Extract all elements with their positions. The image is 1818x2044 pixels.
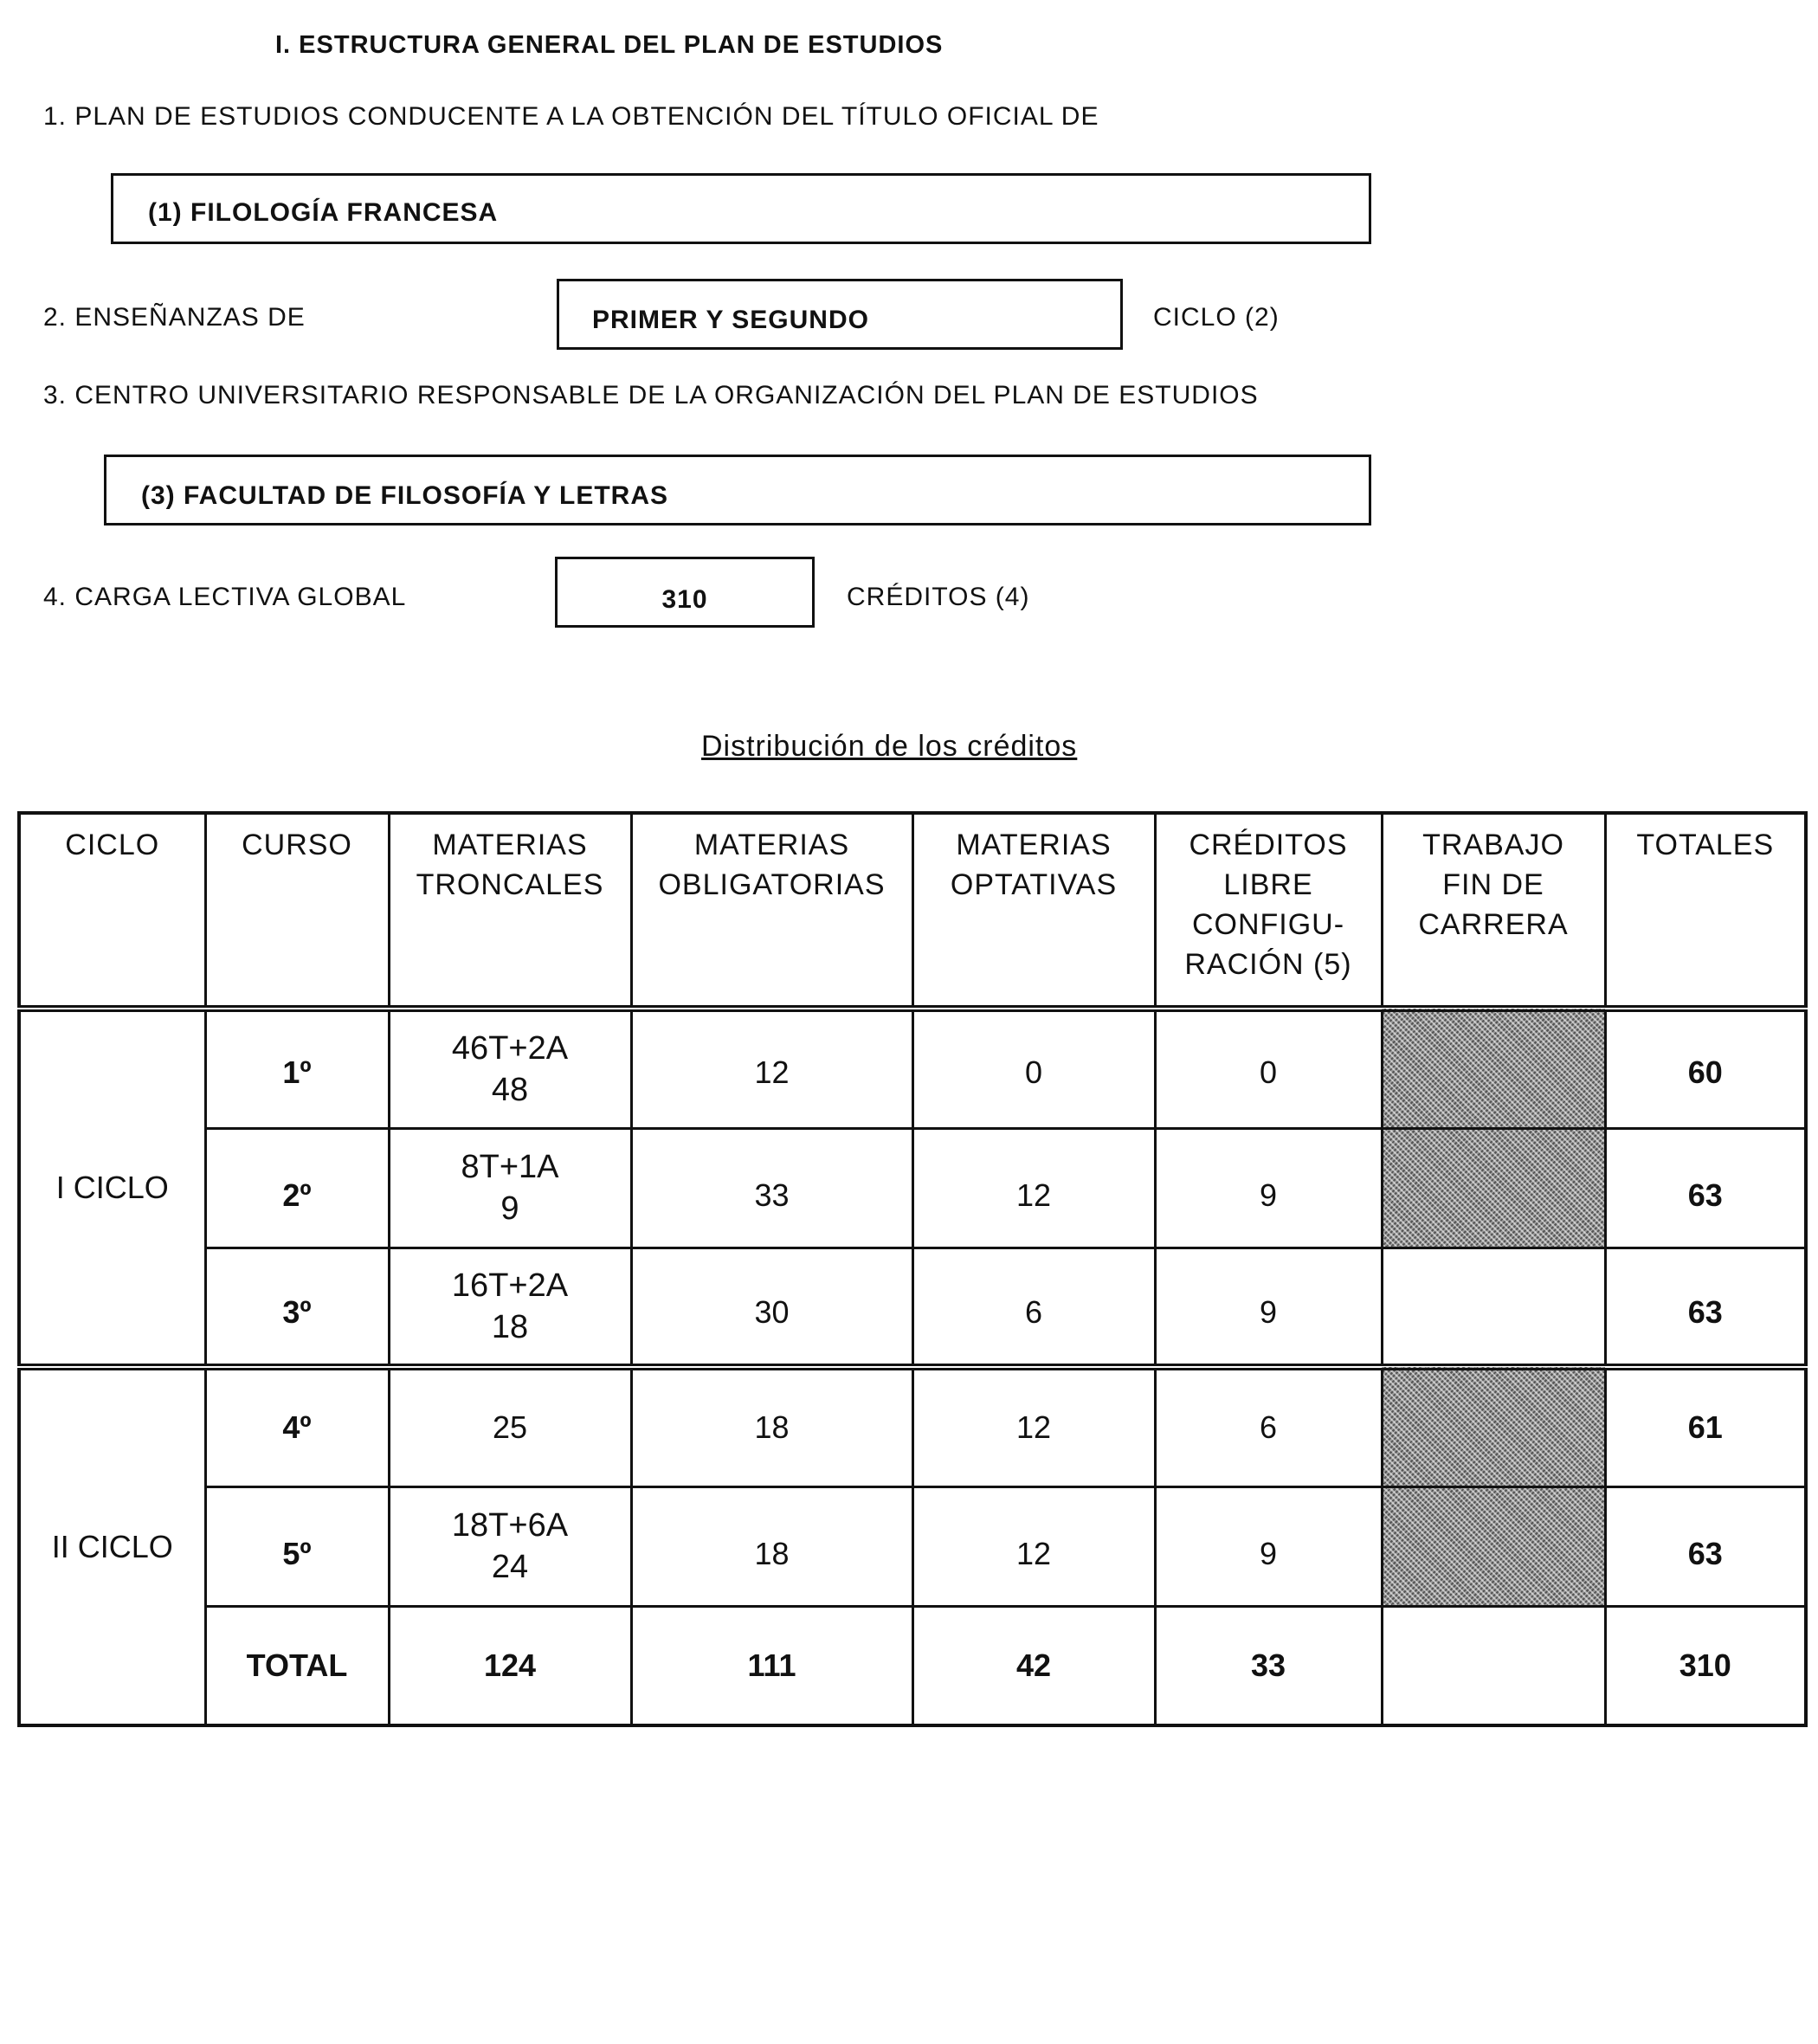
troncales-breakdown: 16T+2A [451, 1267, 569, 1304]
troncales-value: 9 [500, 1190, 519, 1227]
header-ciclo: CICLO [19, 813, 205, 1009]
optativas-cell: 12 [912, 1128, 1155, 1248]
troncales-breakdown: 18T+6A [451, 1507, 569, 1544]
degree-title-box [111, 173, 1371, 244]
obligatorias-cell: 30 [631, 1248, 912, 1367]
libre-cell: 9 [1155, 1128, 1382, 1248]
libre-cell: 6 [1155, 1367, 1382, 1486]
totales-cell: 61 [1605, 1367, 1806, 1486]
obligatorias-cell: 18 [631, 1367, 912, 1486]
optativas-cell: 12 [912, 1486, 1155, 1606]
trabajo-cell [1382, 1248, 1605, 1367]
university-center-value: (3) FACULTAD DE FILOSOFÍA Y LETRAS [141, 481, 669, 510]
trabajo-cell-hatched [1382, 1128, 1605, 1248]
section-heading: I. ESTRUCTURA GENERAL DEL PLAN DE ESTUDIOS [275, 31, 944, 59]
table-row [19, 1367, 1806, 1486]
trabajo-cell-hatched [1382, 1009, 1605, 1128]
university-center-box [104, 455, 1371, 526]
obligatorias-cell: 18 [631, 1486, 912, 1606]
total-totales: 310 [1605, 1606, 1806, 1725]
troncales-cell [389, 1009, 631, 1128]
curso-cell: 4º [205, 1367, 389, 1486]
totales-cell: 63 [1605, 1248, 1806, 1367]
header-optativas: MATERIAS OPTATIVAS [912, 813, 1155, 1009]
item4-label: 4. CARGA LECTIVA GLOBAL [43, 583, 407, 611]
curso-cell: 3º [205, 1248, 389, 1367]
curso-cell: 2º [205, 1128, 389, 1248]
cycle-label: II CICLO [19, 1367, 205, 1725]
obligatorias-cell: 33 [631, 1128, 912, 1248]
header-obligatorias: MATERIAS OBLIGATORIAS [631, 813, 912, 1009]
libre-cell: 9 [1155, 1248, 1382, 1367]
totales-cell: 60 [1605, 1009, 1806, 1128]
global-load-box [555, 557, 815, 628]
total-label: TOTAL [205, 1606, 389, 1725]
trabajo-cell-hatched [1382, 1367, 1605, 1486]
curso-cell: 5º [205, 1486, 389, 1606]
troncales-value: 48 [491, 1072, 529, 1109]
table-header-row [19, 813, 1806, 1009]
curso-cell: 1º [205, 1009, 389, 1128]
total-optativas: 42 [912, 1606, 1155, 1725]
total-libre: 33 [1155, 1606, 1382, 1725]
troncales-breakdown: 8T+1A [461, 1149, 559, 1185]
libre-cell: 0 [1155, 1009, 1382, 1128]
table-total-row [19, 1606, 1806, 1725]
table-row [19, 1009, 1806, 1128]
trabajo-cell-hatched [1382, 1486, 1605, 1606]
item2-suffix: CICLO (2) [1153, 303, 1280, 332]
header-trabajo-fin-carrera: TRABAJO FIN DE CARRERA [1382, 813, 1605, 1009]
table-row [19, 1248, 1806, 1367]
header-totales: TOTALES [1605, 813, 1806, 1009]
libre-cell: 9 [1155, 1486, 1382, 1606]
header-libre-configuracion: CRÉDITOS LIBRE CONFIGU- RACIÓN (5) [1155, 813, 1382, 1009]
optativas-cell: 12 [912, 1367, 1155, 1486]
table-row [19, 1128, 1806, 1248]
header-troncales: MATERIAS TRONCALES [389, 813, 631, 1009]
troncales-cell [389, 1248, 631, 1367]
distribution-title: Distribución de los créditos [701, 730, 1078, 763]
item4-suffix: CRÉDITOS (4) [847, 583, 1030, 611]
total-troncales: 124 [389, 1606, 631, 1725]
teaching-cycle-value: PRIMER Y SEGUNDO [592, 306, 869, 334]
global-load-value: 310 [661, 585, 708, 614]
item1-label: 1. PLAN DE ESTUDIOS CONDUCENTE A LA OBTENCIÓN DEL TÍTULO OFICIAL DE [43, 102, 1099, 131]
header-curso: CURSO [205, 813, 389, 1009]
troncales-value: 18 [491, 1308, 529, 1345]
totales-cell: 63 [1605, 1486, 1806, 1606]
troncales-value: 24 [491, 1549, 529, 1585]
degree-title-value: (1) FILOLOGÍA FRANCESA [148, 198, 499, 227]
troncales-cell [389, 1486, 631, 1606]
cycle-label: I CICLO [19, 1009, 205, 1367]
table-row [19, 1486, 1806, 1606]
teaching-cycle-box [557, 279, 1123, 350]
optativas-cell: 6 [912, 1248, 1155, 1367]
total-trabajo [1382, 1606, 1605, 1725]
item3-label: 3. CENTRO UNIVERSITARIO RESPONSABLE DE LA ORGANIZACIÓN DEL PLAN DE ESTUDIOS [43, 381, 1259, 409]
totales-cell: 63 [1605, 1128, 1806, 1248]
credits-distribution-table [17, 811, 1808, 1727]
troncales-cell [389, 1128, 631, 1248]
obligatorias-cell: 12 [631, 1009, 912, 1128]
total-obligatorias: 111 [631, 1606, 912, 1725]
troncales-cell: 25 [389, 1367, 631, 1486]
troncales-breakdown: 46T+2A [451, 1030, 569, 1067]
item2-label: 2. ENSEÑANZAS DE [43, 303, 306, 332]
optativas-cell: 0 [912, 1009, 1155, 1128]
